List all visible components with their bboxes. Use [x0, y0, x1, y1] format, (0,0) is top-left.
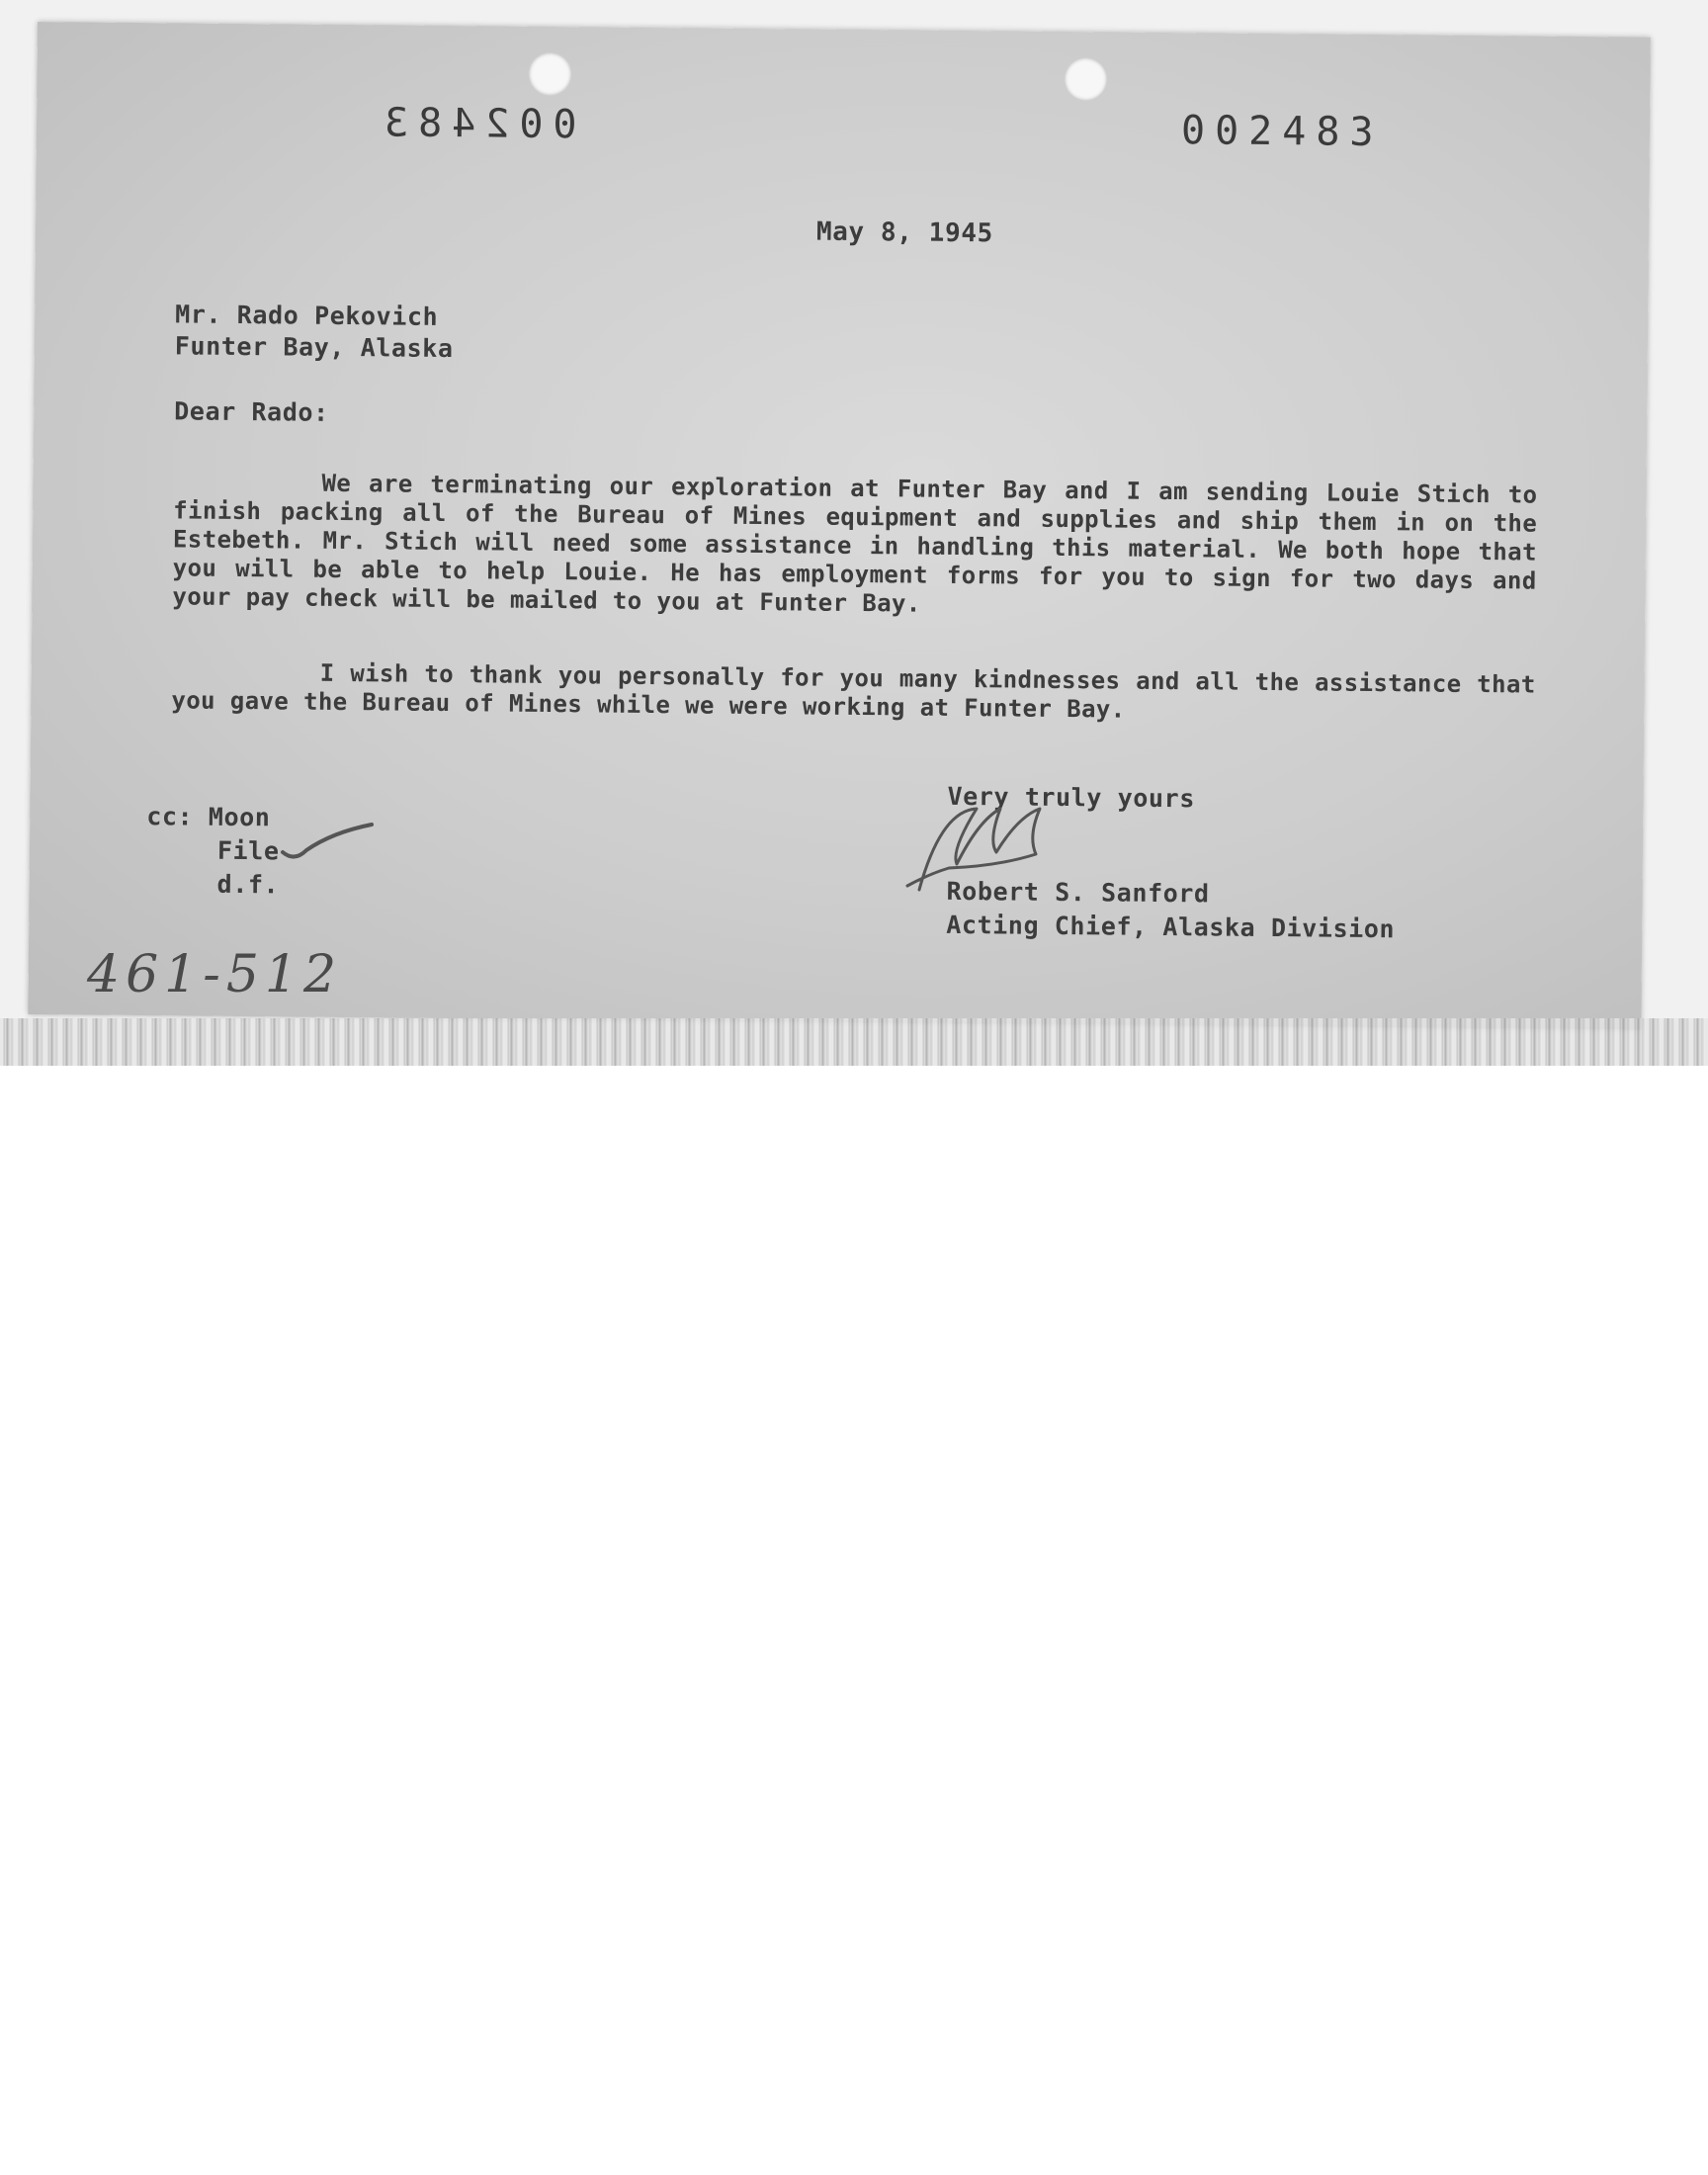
signer-title: Acting Chief, Alaska Division — [946, 910, 1396, 944]
letter-date: May 8, 1945 — [815, 217, 993, 249]
mirrored-stamp-number: 002483 — [374, 100, 577, 148]
recipient-address: Funter Bay, Alaska — [174, 331, 454, 364]
stamp-number: 002483 — [1180, 108, 1384, 156]
check-mark — [283, 825, 372, 857]
handwriting-overlay — [0, 0, 1708, 1066]
cc-line-df: d.f. — [216, 869, 280, 900]
salutation: Dear Rado: — [174, 396, 329, 427]
cc-line-file: File — [216, 835, 280, 866]
signer-name: Robert S. Sanford — [946, 876, 1210, 909]
letter-paragraph-1: We are terminating our exploration at Funter Bay and I am sending Louie Stich to finish packing all of the Bureau of Mines equipment and supplies and ship them in on the Estebeth. Mr. Stich will need some assistance in handling this material. We both hope that you will be able to help Louie. He has employment forms for you to sign for two days and your pay check will be mailed to you at Funter Bay. — [172, 469, 1538, 618]
cc-line-moon: cc: Moon — [146, 802, 271, 832]
closing: Very truly yours — [947, 781, 1196, 814]
handwritten-file-number: 461-512 — [87, 945, 343, 1004]
letter-paragraph-2: I wish to thank you personally for you many kindnesses and all the assistance that you gave the Bureau of Mines while we were working at Funter Bay. — [171, 658, 1536, 724]
recipient-name: Mr. Rado Pekovich — [175, 300, 439, 331]
signature-mark — [907, 809, 1040, 890]
scanned-document — [0, 0, 1708, 1066]
